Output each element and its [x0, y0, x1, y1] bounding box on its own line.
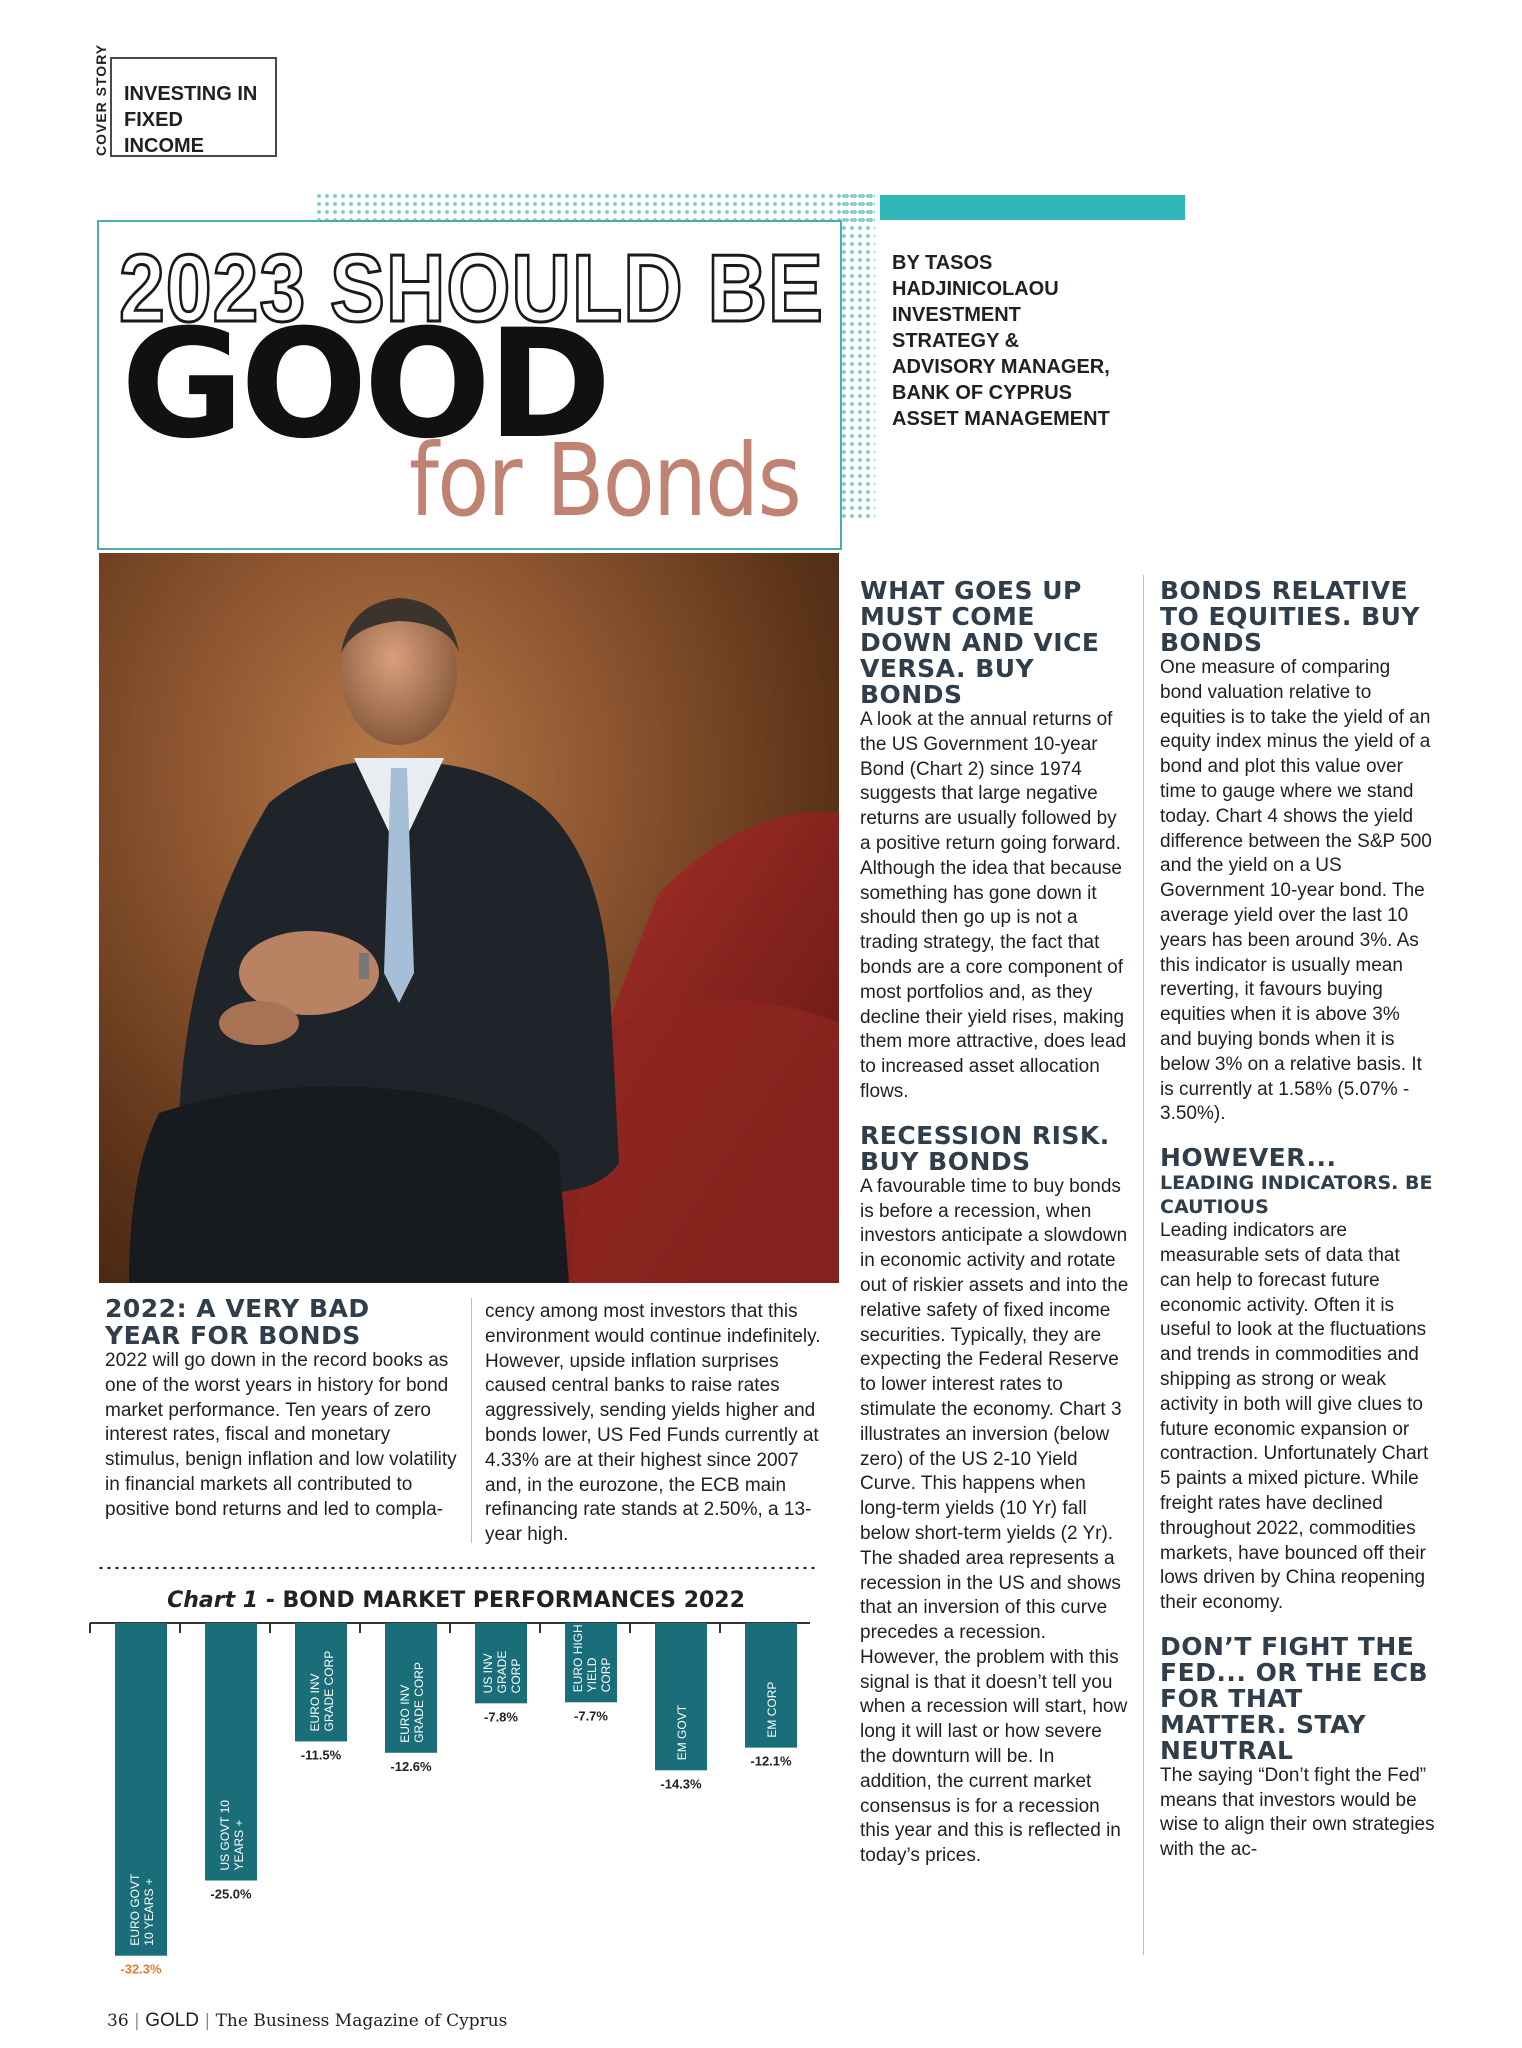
chart-value-label: -12.6%: [390, 1758, 432, 1774]
chart-category-text: EURO INV: [398, 1684, 412, 1743]
section-heading: RECESSION RISK. BUY BONDS: [860, 1120, 1110, 1176]
body-text: cency among most investors that this environment would continue indefinitely. However, upside inflation surprises caused central banks to raise rates aggressively, sending yields higher and bonds lower, US Fed Funds currently at 4.33% are at their highest since 2007 and, in the eurozone, the ECB main refinancing rate stands at 2.50%, a 13-year high.: [485, 1301, 821, 1546]
chart-category-text: EURO GOVT: [128, 1873, 142, 1946]
body-text: A look at the annual returns of the US Government 10-year Bond (Chart 2) since 1974 suggests that large negative returns are usually followed by a positive return going forward. Although the idea that because something has gone down it should then go up is not a trading strategy, the fact that bonds are a core component of most portfolios and, as they decline their yield rises, making them more attractive, does lead to increased asset allocation flows.: [860, 709, 1127, 1102]
chart-value-label: -11.5%: [300, 1747, 342, 1763]
chart-value-label: -25.0%: [210, 1886, 252, 1902]
chart-value-label: -7.8%: [484, 1709, 518, 1725]
article-column-3: [860, 578, 1130, 1869]
byline-line: ASSET MANAGEMENT: [892, 408, 1110, 430]
chart-category-text: US GOVT 10: [218, 1800, 232, 1871]
page-footer: [107, 2010, 507, 2032]
chart-value-label: -32.3%: [120, 1961, 162, 1977]
article-column-4: [1160, 578, 1435, 1863]
section-heading: BONDS RELATIVE TO EQUITIES. BUY BONDS: [1160, 576, 1421, 657]
chart-category-text: EM GOVT: [675, 1704, 689, 1761]
footer-separator: |: [134, 2011, 146, 2031]
byline-line: HADJINICOLAOU: [892, 278, 1059, 300]
chart-category-text: GRADE CORP: [322, 1650, 336, 1732]
chart-value-label: -12.1%: [750, 1753, 792, 1769]
chart-category-label: [675, 1704, 689, 1760]
chart-category-label: [765, 1682, 779, 1738]
dot-pattern-side: [840, 192, 875, 522]
section-line-2: FIXED INCOME: [124, 109, 204, 157]
chart-title-rest: - BOND MARKET PERFORMANCES 2022: [258, 1588, 745, 1613]
chart-category-text: EURO HIGH: [571, 1624, 585, 1693]
bond-performance-chart: [85, 1615, 815, 2000]
chart-title: [97, 1588, 815, 1613]
section-2022-col-a: [105, 1295, 465, 1523]
chart-title-prefix: Chart 1: [167, 1588, 259, 1613]
chart-category-text: YEARS +: [232, 1819, 246, 1871]
chart-category-text: EURO INV: [308, 1673, 322, 1732]
heading-line: YEAR FOR BONDS: [105, 1321, 361, 1350]
chart-category-text: GRADE CORP: [412, 1662, 426, 1743]
chart-category-text: YIELD: [585, 1657, 599, 1693]
page-number: 36: [107, 2011, 129, 2031]
dot-pattern: [315, 192, 875, 222]
byline-line: STRATEGY &: [892, 330, 1020, 352]
chart-category-label: [128, 1873, 156, 1946]
section-subheading: LEADING INDICATORS. BE CAUTIOUS: [1160, 1172, 1433, 1219]
section-heading: HOWEVER...: [1160, 1143, 1337, 1173]
chart-category-text: GRADE: [495, 1650, 509, 1694]
magazine-tagline: The Business Magazine of Cyprus: [215, 2011, 508, 2031]
body-text: The saying “Don’t fight the Fed” means that investors would be wise to align their own strategies with the ac-: [1160, 1764, 1435, 1861]
body-text: One measure of comparing bond valuation relative to equities is to take the yield of an equity index minus the yield of a bond and plot this value over time to gauge where we stand today. Chart 4 shows the yield difference between the S&P 500 and the yield on a US Government 10-year bond. The average yield over the last 10 years has been around 3%. As this indicator is usually mean reverting, it favours buying equities when it is above 3% and buying bonds when it is below 3% on a relative basis. It is currently at 1.58% (5.07% - 3.50%).: [1160, 657, 1432, 1125]
section-heading: DON’T FIGHT THE FED... OR THE ECB FOR THAT MATTER. STAY NEUTRAL: [1160, 1631, 1429, 1765]
heading-line: 2022: A VERY BAD: [105, 1294, 370, 1323]
body-text: 2022 will go down in the record books as one of the worst years in history for bond market performance. Ten years of zero interest rates, fiscal and monetary stimulus, benign inflation and low volatility in financial markets all contributed to positive bond returns and led to compla-: [105, 1350, 457, 1520]
title-line-2: GOOD: [121, 298, 608, 472]
title-block: [97, 220, 842, 550]
footer-separator: |: [204, 2011, 216, 2031]
section-2022-col-b: [485, 1300, 840, 1548]
chart-category-text: CORP: [599, 1657, 613, 1693]
title-line-1: 2023 SHOULD BE: [119, 235, 824, 342]
byline-line: ADVISORY MANAGER,: [892, 356, 1110, 378]
chart-category-text: US INV: [481, 1653, 495, 1694]
magazine-brand: GOLD: [145, 2010, 200, 2031]
body-text: A favourable time to buy bonds is before a recession, when investors anticipate a slowdown in economic activity and rotate out of riskier assets and into the relative safety of fixed income securities. Typically, they are expecting the Federal Reserve to lower interest rates to stimulate the economy. Chart 3 illustrates an inversion (below zero) of the US 2-10 Yield Curve. This happens when long-term yields (10 Yr) fall below short-term yields (2 Yr). The shaded area represents a recession in the US and shows that an inversion of this curve precedes a recession. However, the problem with this signal is that it doesn’t tell you when a recession will start, how long it will last or how severe the downturn will be. In addition, the current market consensus is for a recession this year and this is reflected in today’s prices.: [860, 1175, 1129, 1867]
dotted-divider: [97, 1565, 815, 1571]
byline: [892, 250, 1152, 432]
author-photo: [99, 553, 839, 1283]
chart-category-text: 10 YEARS +: [142, 1878, 156, 1946]
byline-line: INVESTMENT: [892, 304, 1021, 326]
column-divider: [1143, 575, 1144, 1955]
portrait-illustration: [99, 553, 839, 1283]
chart-category-text: CORP: [509, 1658, 523, 1694]
accent-bar: [880, 195, 1185, 220]
cover-story-label: COVER STORY: [93, 43, 109, 156]
section-line-1: INVESTING IN: [124, 83, 258, 105]
section-tag: [110, 57, 277, 157]
chart-value-label: -7.7%: [574, 1708, 608, 1724]
byline-line: BY TASOS: [892, 252, 993, 274]
byline-line: BANK OF CYPRUS: [892, 382, 1073, 404]
title-line-3: for Bonds: [409, 422, 801, 539]
section-heading: WHAT GOES UP MUST COME DOWN AND VICE VERSA. BUY BONDS: [860, 576, 1100, 709]
chart-category-text: EM CORP: [765, 1681, 779, 1738]
body-text: Leading indicators are measurable sets of data that can help to forecast future economic activity. Often it is useful to look at the fluctuations and trends in commodities and shipping as strong or weak activity in both will give clues to future economic expansion or contraction. Unfortunately Chart 5 paints a mixed picture. While freight rates have declined throughout 2022, commodities markets, have bounced off their lows driven by China reopening their economy.: [1160, 1220, 1429, 1614]
chart-value-label: -14.3%: [660, 1776, 702, 1792]
column-divider: [471, 1298, 472, 1543]
section-heading: [105, 1295, 465, 1349]
